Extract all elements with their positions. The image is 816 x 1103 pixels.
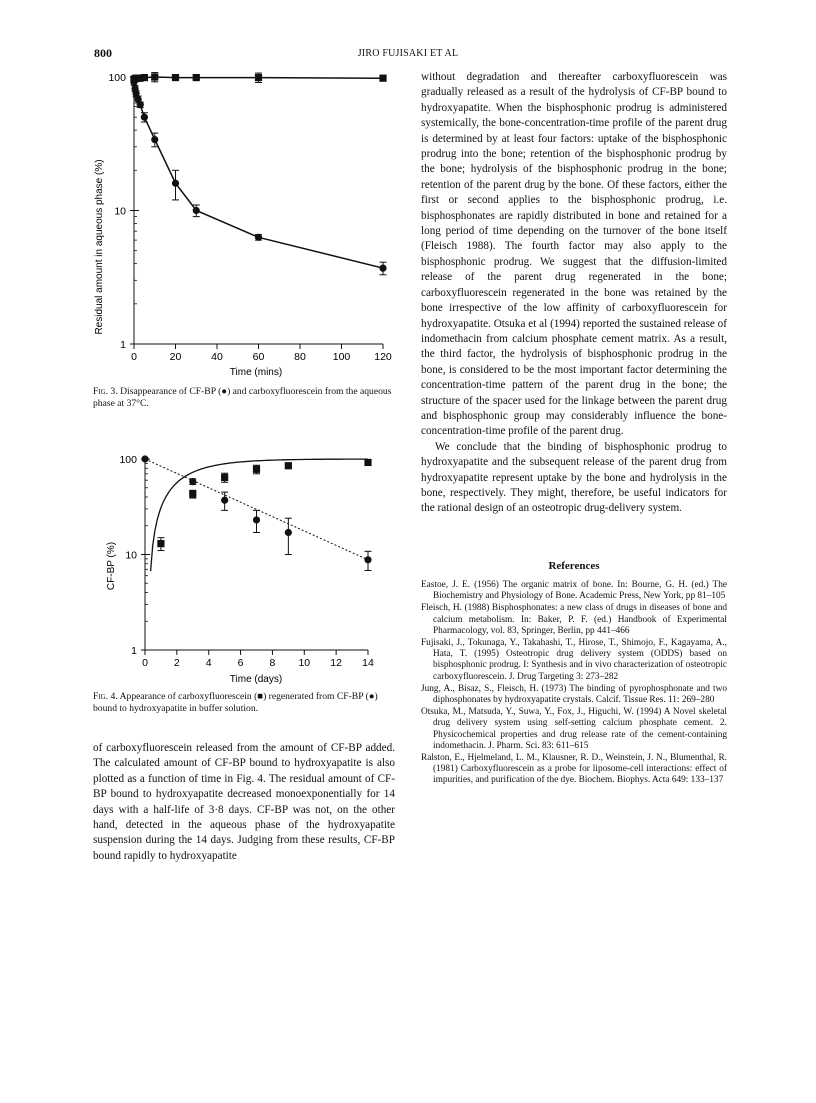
figure-3-caption-text: Disappearance of CF-BP (●) and carboxyfluorescein from the aqueous phase at 37°C. [93, 386, 392, 409]
references-heading: References [548, 560, 600, 572]
data-point-square [172, 74, 179, 81]
y-tick-label: 1 [131, 645, 137, 657]
reference-item: Fujisaki, J., Tokunaga, Y., Takahashi, T., Hirose, T., Shimojo, F., Kagayama, A., Hata, T. (1995) Osteotropic drug delivery system (ODDS) based on bisphosphonic prodrug. I: Synthesis and in vivo characterization of osteotropic carboxyfluorescein. J. Drug Targeting 3: 273–282 [421, 638, 727, 682]
x-tick-label: 0 [142, 657, 148, 669]
data-point-circle [193, 207, 200, 214]
x-tick-label: 100 [332, 351, 351, 363]
x-tick-label: 6 [237, 657, 244, 669]
data-point-square [157, 540, 164, 547]
data-point-square [189, 490, 196, 497]
data-point-square [141, 74, 148, 81]
y-tick-label: 10 [114, 205, 126, 218]
left-paragraph-1: of carboxyfluorescein released from the amount of CF-BP added. The calculated amount of CF-BP bound to hydroxyapatite is also plotted as a function of time in Fig. 4. The residual amount of CF-BP bound to hydroxyapatite decreased monoexponentially for 14 days with a half-life of 3·8 days. CF-BP was not, on the other hand, detected in the aqueous phase of the hydroxyapatite suspension during the 14 days. Judging from these results, CF-BP bound rapidly to hydroxyapatite [93, 742, 395, 862]
figure-3-caption [93, 386, 395, 409]
x-tick-label: 20 [169, 351, 182, 363]
reference-item: Fleisch, H. (1988) Bisphosphonates: a new class of drugs in diseases of bone and calcium metabolism. In: Baker, P. F. (ed.) Handbook of Experimental Pharmacology, vol. 83, Springer, Berlin, pp 441–466 [421, 603, 727, 636]
figure-4-y-axis-label: CF-BP (%) [106, 541, 117, 591]
right-column-text [421, 70, 727, 517]
reference-item: Otsuka, M., Matsuda, Y., Suwa, Y., Fox, J., Higuchi, W. (1994) A Novel skeletal drug delivery system using self-setting calcium phosphate cement. 2. Physicochemical properties and drug release rate of the cement-containing indomethacin. J. Pharm. Sci. 83: 611–615 [421, 707, 727, 751]
figure-4-caption [93, 691, 395, 714]
x-tick-label: 0 [131, 351, 137, 363]
data-point-square [379, 75, 386, 82]
x-tick-label: 120 [374, 351, 392, 363]
x-tick-label: 40 [211, 351, 223, 363]
data-point-square [364, 459, 371, 466]
running-head: JIRO FUJISAKI ET AL [357, 48, 459, 59]
data-point-circle [151, 136, 158, 143]
data-point-circle [379, 265, 386, 272]
reference-item: Ralston, E., Hjelmeland, L. M., Klausner, R. D., Weinstein, J. N., Blumenthal, R. (1981) Carboxyfluorescein as a probe for liposome-cell interactions: effect of impurities, and purification of the dye. Biochem. Biophys. Acta 649: 133–137 [421, 753, 727, 786]
y-tick-label: 10 [125, 549, 137, 562]
figure-4-caption-label: Fig. 4. [93, 691, 118, 702]
data-point-square [253, 466, 260, 473]
y-tick-label: 100 [119, 454, 137, 466]
data-point-circle [253, 516, 260, 523]
data-point-circle [172, 180, 179, 187]
page-number: 800 [94, 46, 112, 60]
right-paragraph-2: We conclude that the binding of bisphosphonic prodrug to hydroxyapatite and the subsequent release of the parent drug from hydroxyapatite represent uptake by the bone and hydrolysis in the bone, respectively. They might, therefore, be useful indicators for the rational design of an osteotropic drug-delivery system. [421, 440, 727, 515]
data-point-circle [285, 529, 292, 536]
x-tick-label: 60 [252, 351, 265, 363]
figure-3-x-axis-label: Time (mins) [229, 367, 283, 378]
data-point-circle [137, 101, 144, 108]
figure-3-plot-area [108, 72, 391, 363]
figure-3-chart [88, 64, 402, 382]
data-point-square [285, 462, 292, 469]
figure-3-y-axis-label: Residual amount in aqueous phase (%) [94, 159, 105, 335]
reference-item: Eastoe, J. E. (1956) The organic matrix of bone. In: Bourne, G. H. (ed.) The Biochemistry and Physiology of Bone. Academic Press, New York, pp 81–105 [421, 580, 727, 602]
data-point-square [151, 73, 158, 80]
figure-4-chart [98, 446, 398, 688]
y-tick-label: 1 [120, 339, 126, 351]
data-point-square [221, 474, 228, 481]
references-list [421, 580, 727, 788]
data-point-circle [364, 556, 371, 563]
data-point-circle [141, 455, 148, 462]
right-paragraph-1: without degradation and thereafter carboxyfluorescein was gradually released as a result of the hydrolysis of CF-BP bound to hydroxyapatite. When the bisphosphonic prodrug is administered systemically, the bone-concentration-time profile of the parent drug is determined by at least four factors: uptake of the bisphosphonic prodrug into the bone; retention of the bisphosphonic prodrug by the bone; hydrolysis of the bisphosphonic prodrug in the bone; retention of the parent drug by the bone. Of these factors, either the first or second applies to the bisphosphonic prodrug, i.e. bisphosphonates are rapidly distributed in bone and retained for a long period of time depending on the turnover of the bone itself (Fleisch 1988). The fourth factor may also apply to the bisphosphonic prodrug. We suggest that the diffusion-limited release of the parent drug regenerated in the bone; carboxyfluorescein regenerated in the bone was retained by the bone irrespective of the low affinity of carboxyfluorescein for hydroxyapatite. Otsuka et al (1994) reported the sustained release of indomethacin from calcium phosphate cement matrix. As a result, the third factor, the hydrolysis of bisphosphonic prodrug in the bone, is considered to be the most important factor determining the concentration-time pattern of the parent drug in the bone; the structure of the spacer used for the linkage between the parent drug and bisphosphonic group may considerably influence the bone-concentration-time profile of the parent drug. [421, 71, 727, 438]
x-tick-label: 12 [330, 657, 342, 669]
y-tick-label: 100 [108, 72, 126, 84]
figure-4-plot-area [119, 454, 374, 669]
data-point-circle [141, 114, 148, 121]
figure-4-x-axis-label: Time (days) [229, 674, 283, 685]
x-tick-label: 4 [205, 657, 212, 669]
data-point-circle [189, 478, 196, 485]
data-point-square [255, 74, 262, 81]
x-tick-label: 8 [269, 657, 276, 669]
figure-3-caption-label: Fig. 3. [93, 386, 118, 397]
reference-item: Jung, A., Bisaz, S., Fleisch, H. (1973) The binding of pyrophosphonate and two diphosphonates by hydroxyapatite crystals. Calcif. Tissue Res. 11: 269–280 [421, 683, 727, 706]
x-tick-label: 2 [173, 657, 180, 669]
left-column-text [93, 741, 395, 864]
data-point-circle [221, 497, 228, 504]
figure-4-caption-text: Appearance of carboxyfluorescein (■) regenerated from CF-BP (●) bound to hydroxyapatite in buffer solution. [93, 691, 378, 714]
x-tick-label: 80 [294, 351, 306, 363]
data-point-square [193, 74, 200, 81]
x-tick-label: 14 [362, 657, 374, 669]
x-tick-label: 10 [298, 657, 311, 669]
data-point-circle [255, 234, 262, 241]
